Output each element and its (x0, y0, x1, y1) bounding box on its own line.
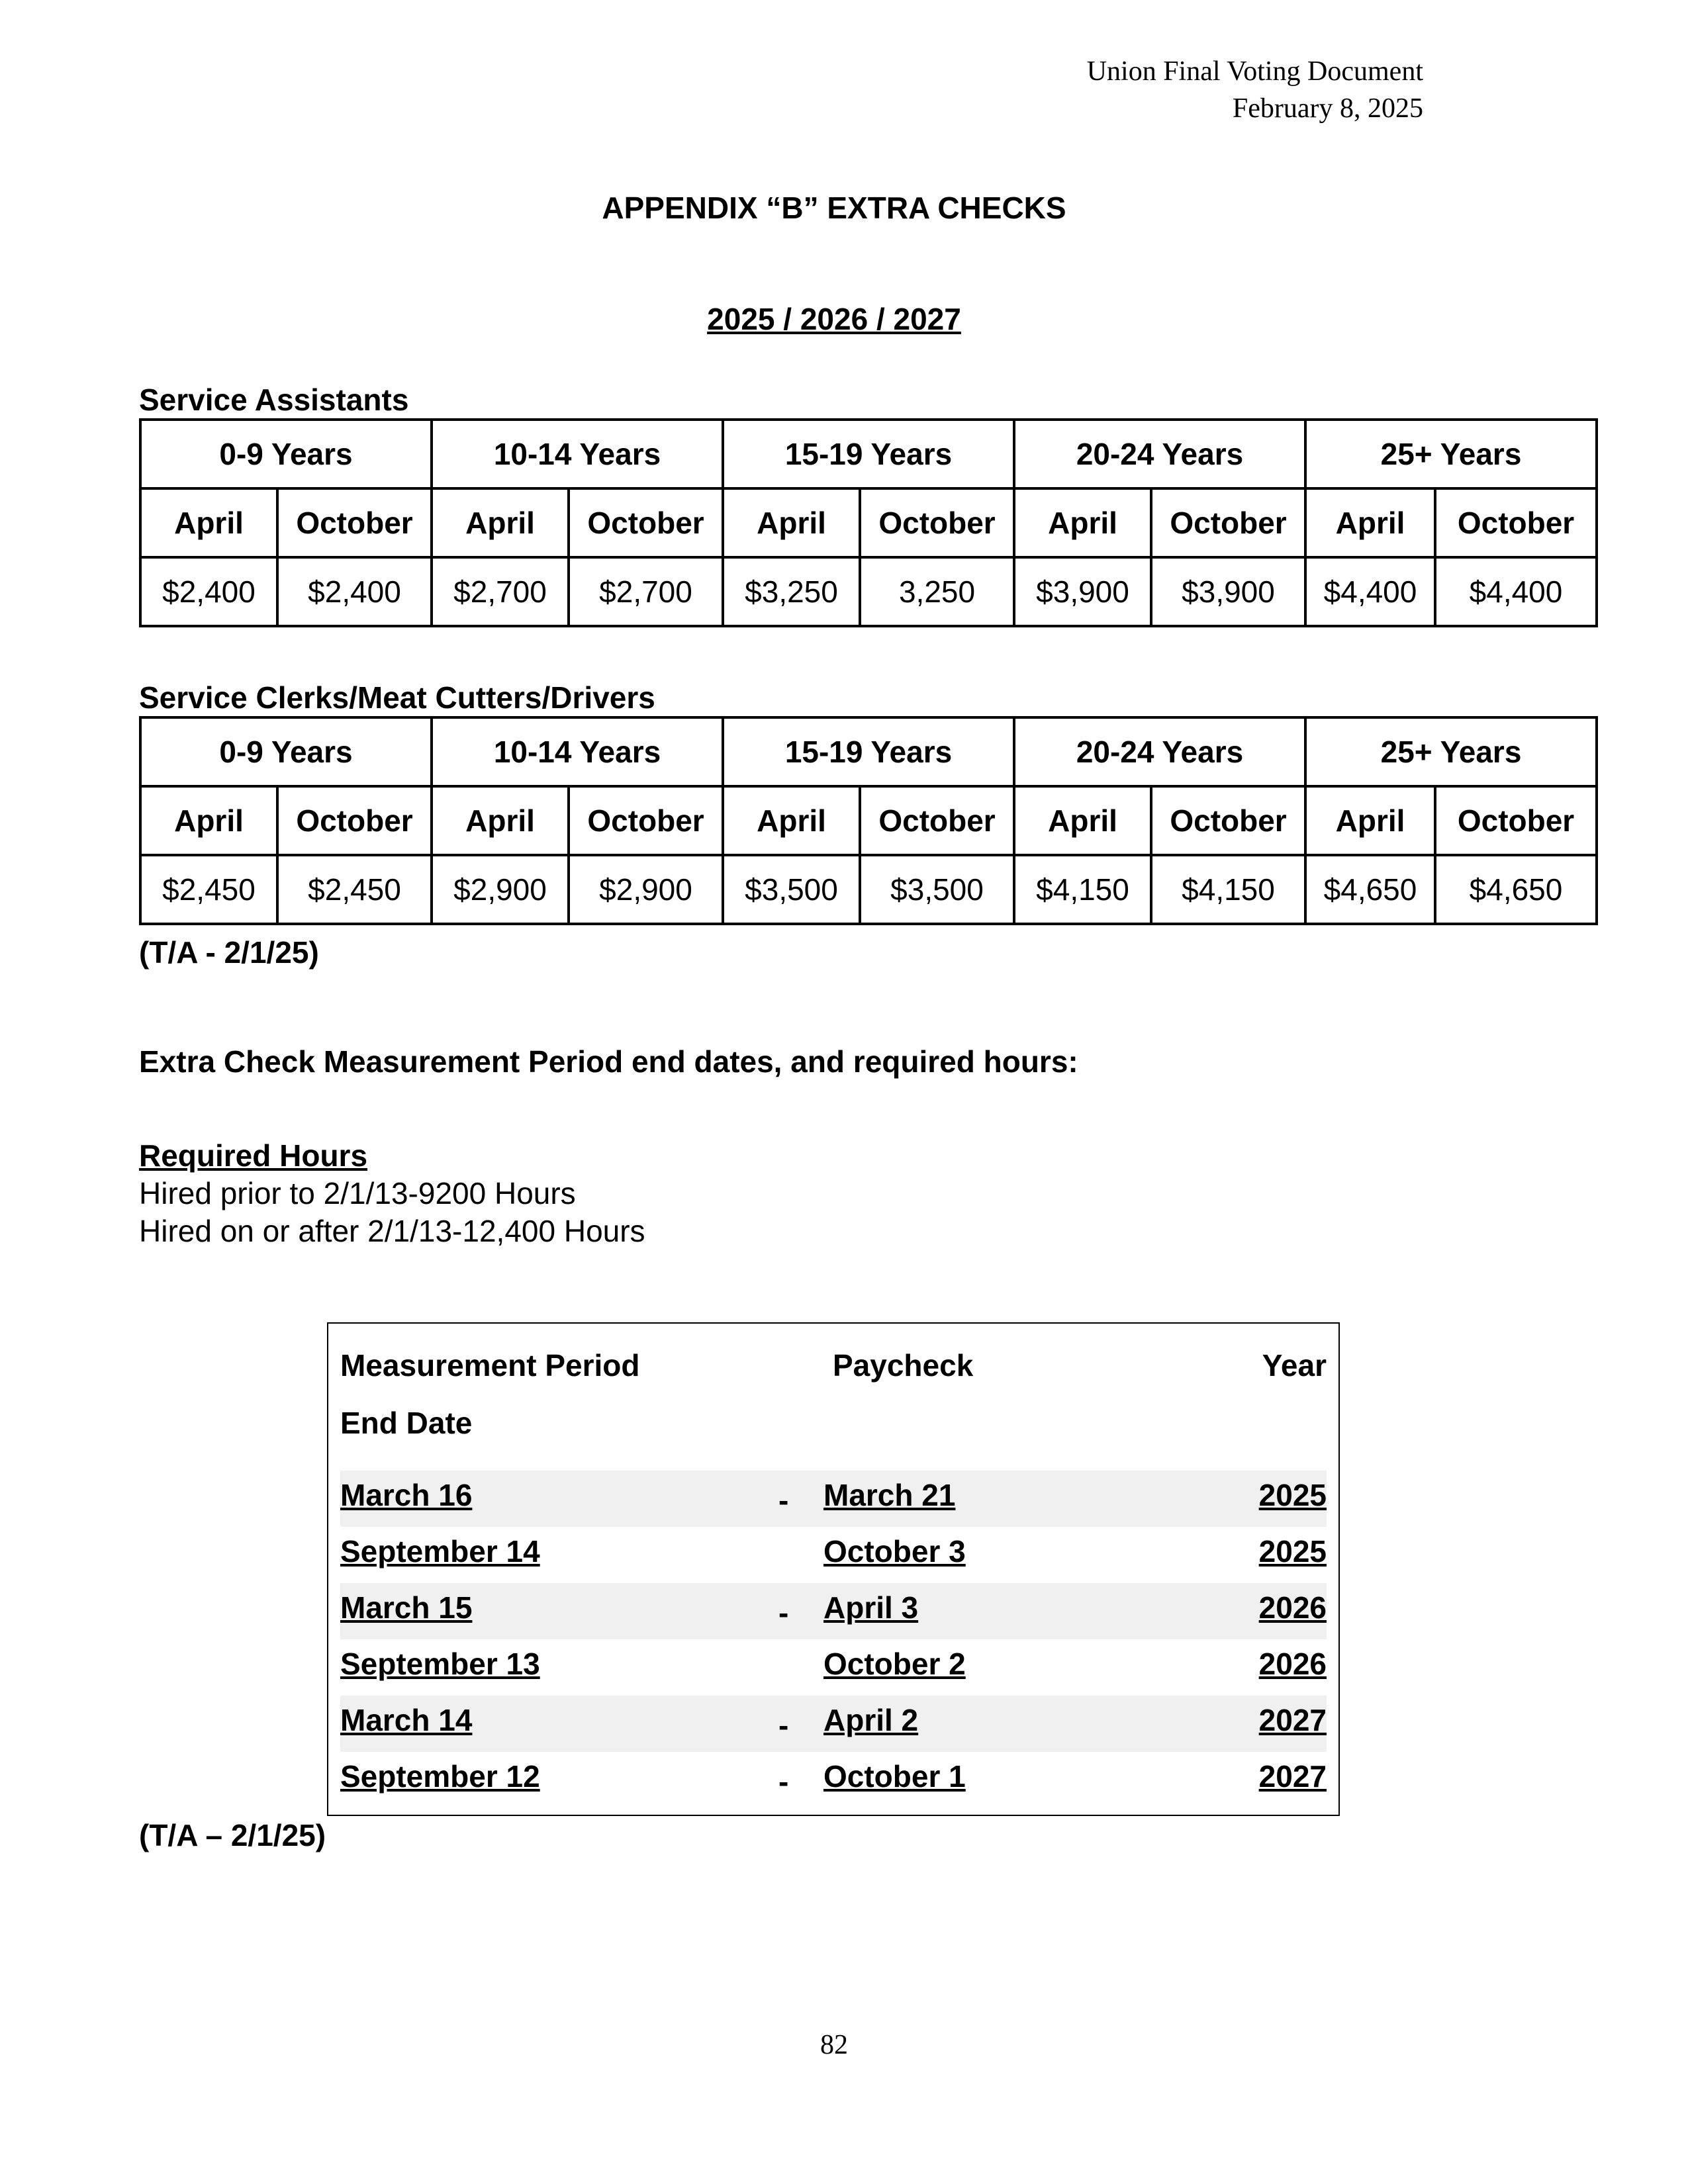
years-title: 2025 / 2026 / 2027 (707, 302, 961, 336)
end-date-cell: March 16 (340, 1478, 473, 1512)
page-number: 82 (820, 2030, 848, 2060)
extra-check-heading: Extra Check Measurement Period end dates, and required hours: (139, 1044, 1078, 1079)
row-dash: - (778, 1708, 789, 1743)
month-header: October (860, 488, 1014, 557)
month-header: April (1305, 786, 1435, 855)
year-cell: 2025 (1258, 1478, 1327, 1512)
amount-cell: $4,400 (1435, 557, 1597, 626)
month-header: April (1014, 786, 1151, 855)
end-date-cell: September 12 (340, 1759, 540, 1794)
paycheck-cell: October 1 (823, 1759, 966, 1794)
service-clerks-table (139, 716, 1598, 925)
month-header: October (569, 488, 723, 557)
month-header: April (723, 488, 860, 557)
row-dash: - (778, 1483, 789, 1518)
end-date-cell: March 14 (340, 1703, 473, 1737)
amount-cell: $2,450 (277, 855, 432, 924)
amount-cell: $2,700 (569, 557, 723, 626)
month-header: April (1014, 488, 1151, 557)
period-row (340, 1639, 1327, 1696)
years-band-row (140, 717, 1597, 786)
band-header: 0-9 Years (140, 717, 432, 786)
month-header: October (1151, 786, 1305, 855)
band-header: 15-19 Years (723, 717, 1014, 786)
paycheck-header: Paycheck (833, 1348, 974, 1383)
month-header: April (432, 488, 569, 557)
amount-cell: $4,150 (1014, 855, 1151, 924)
document-date: February 8, 2025 (1232, 93, 1423, 124)
month-header: April (723, 786, 860, 855)
month-header: April (140, 786, 277, 855)
paycheck-cell: April 3 (823, 1590, 919, 1625)
year-cell: 2026 (1258, 1590, 1327, 1625)
month-header: October (277, 488, 432, 557)
band-header: 20-24 Years (1014, 420, 1305, 488)
month-header: April (1305, 488, 1435, 557)
service-assistants-title: Service Assistants (139, 383, 409, 417)
amount-row (140, 557, 1597, 626)
amount-cell: $4,400 (1305, 557, 1435, 626)
ta-note: (T/A – 2/1/25) (139, 1818, 326, 1852)
amount-cell: $4,650 (1305, 855, 1435, 924)
amount-cell: $2,700 (432, 557, 569, 626)
month-header-row (140, 786, 1597, 855)
amount-cell: $2,400 (140, 557, 277, 626)
paycheck-cell: October 3 (823, 1534, 966, 1569)
paycheck-cell: October 2 (823, 1647, 966, 1681)
paycheck-cell: March 21 (823, 1478, 956, 1512)
band-header: 10-14 Years (432, 420, 723, 488)
period-row (340, 1696, 1327, 1752)
amount-cell: $2,900 (569, 855, 723, 924)
period-row (340, 1752, 1327, 1808)
month-header: October (277, 786, 432, 855)
month-header-row (140, 488, 1597, 557)
band-header: 20-24 Years (1014, 717, 1305, 786)
month-header: October (1435, 786, 1597, 855)
year-cell: 2027 (1258, 1703, 1327, 1737)
period-row (340, 1583, 1327, 1639)
row-dash: - (778, 1596, 789, 1630)
amount-cell: $4,150 (1151, 855, 1305, 924)
amount-row (140, 855, 1597, 924)
band-header: 0-9 Years (140, 420, 432, 488)
end-date-header-line2: End Date (340, 1406, 473, 1440)
amount-cell: $3,250 (723, 557, 860, 626)
end-date-cell: September 13 (340, 1647, 540, 1681)
required-hours-line: Hired on or after 2/1/13-12,400 Hours (139, 1214, 645, 1248)
band-header: 15-19 Years (723, 420, 1014, 488)
end-date-cell: September 14 (340, 1534, 540, 1569)
amount-cell: $3,500 (723, 855, 860, 924)
end-date-header: Measurement Period (340, 1348, 640, 1383)
month-header: October (860, 786, 1014, 855)
band-header: 25+ Years (1305, 717, 1597, 786)
appendix-title: APPENDIX “B” EXTRA CHECKS (602, 191, 1066, 225)
amount-cell: $4,650 (1435, 855, 1597, 924)
amount-cell: $3,900 (1151, 557, 1305, 626)
required-hours-line: Hired prior to 2/1/13-9200 Hours (139, 1176, 576, 1210)
end-date-cell: March 15 (340, 1590, 473, 1625)
year-header: Year (1262, 1348, 1327, 1383)
year-cell: 2027 (1258, 1759, 1327, 1794)
amount-cell: $3,500 (860, 855, 1014, 924)
period-row (340, 1527, 1327, 1583)
period-row (340, 1471, 1327, 1527)
document-header (1087, 53, 1423, 127)
amount-cell: $2,400 (277, 557, 432, 626)
required-hours-block (139, 1137, 645, 1250)
years-band-row (140, 420, 1597, 488)
month-header: October (1435, 488, 1597, 557)
amount-cell: 3,250 (860, 557, 1014, 626)
service-assistants-table (139, 418, 1598, 627)
paycheck-cell: April 2 (823, 1703, 919, 1737)
measurement-period-table (327, 1322, 1340, 1816)
band-header: 10-14 Years (432, 717, 723, 786)
month-header: April (140, 488, 277, 557)
document-title: Union Final Voting Document (1086, 56, 1423, 87)
year-cell: 2025 (1258, 1534, 1327, 1569)
amount-cell: $3,900 (1014, 557, 1151, 626)
required-hours-title: Required Hours (139, 1138, 368, 1173)
service-clerks-title: Service Clerks/Meat Cutters/Drivers (139, 680, 655, 715)
ta-note: (T/A - 2/1/25) (139, 935, 319, 970)
amount-cell: $2,900 (432, 855, 569, 924)
year-cell: 2026 (1258, 1647, 1327, 1681)
amount-cell: $2,450 (140, 855, 277, 924)
row-dash: - (778, 1764, 789, 1799)
month-header: October (569, 786, 723, 855)
band-header: 25+ Years (1305, 420, 1597, 488)
month-header: April (432, 786, 569, 855)
month-header: October (1151, 488, 1305, 557)
